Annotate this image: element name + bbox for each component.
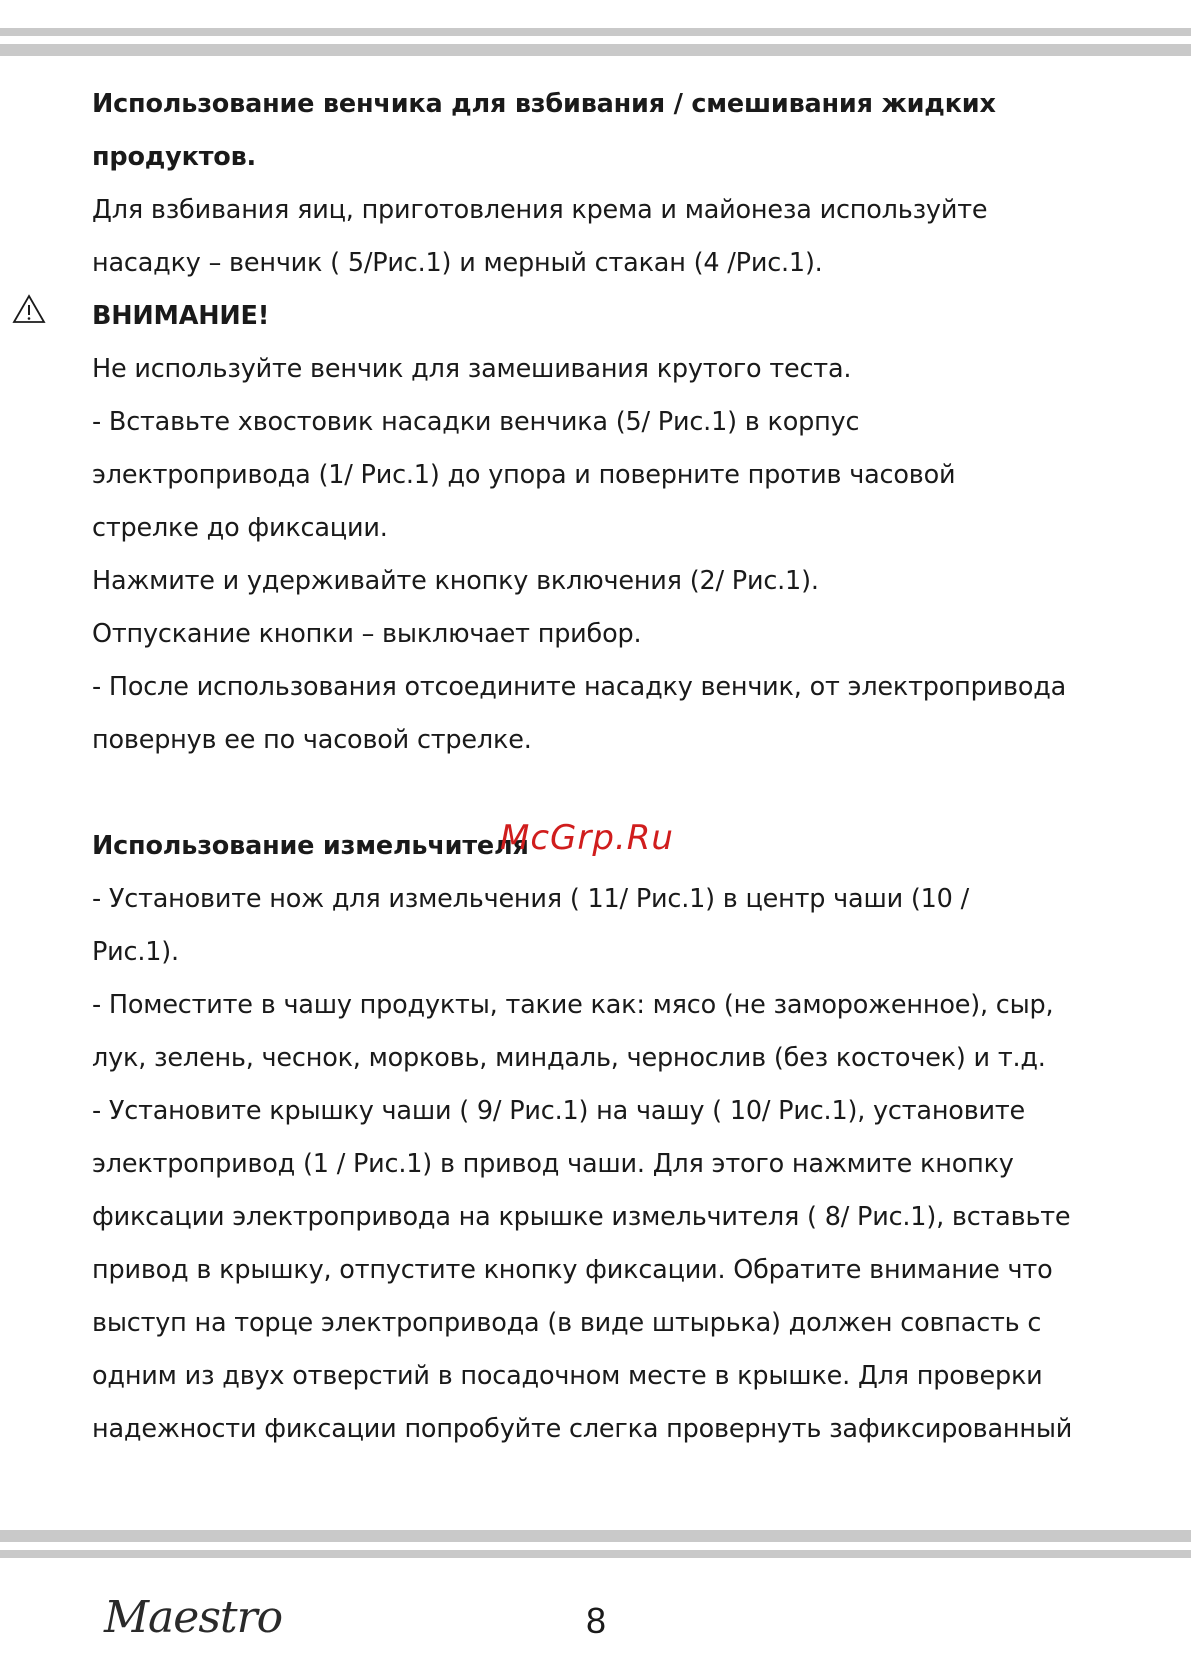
section2-line: лук, зелень, чеснок, морковь, миндаль, чернослив (без косточек) и т.д. (92, 1043, 1046, 1073)
section1-line: Отпускание кнопки – выключает прибор. (92, 619, 642, 649)
section1-intro-line1: Для взбивания яиц, приготовления крема и майонеза используйте (92, 195, 988, 225)
section1-line: повернув ее по часовой стрелке. (92, 725, 532, 755)
section2-line: одним из двух отверстий в посадочном месте в крышке. Для проверки (92, 1361, 1043, 1391)
section2-line: надежности фиксации попробуйте слегка провернуть зафиксированный (92, 1414, 1073, 1444)
page-number: 8 (586, 1600, 607, 1641)
section2-line: - Установите нож для измельчения ( 11/ Рис.1) в центр чаши (10 / (92, 884, 969, 914)
top-rule-2 (0, 44, 1191, 56)
section2-line: - Установите крышку чаши ( 9/ Рис.1) на чашу ( 10/ Рис.1), установите (92, 1096, 1026, 1126)
section2-line: - Поместите в чашу продукты, такие как: мясо (не замороженное), сыр, (92, 990, 1054, 1020)
watermark-text: McGrp.Ru (500, 818, 674, 858)
section1-title-line1: Использование венчика для взбивания / смешивания жидких (92, 89, 996, 119)
section1-line: - Вставьте хвостовик насадки венчика (5/ Рис.1) в корпус (92, 407, 860, 437)
section2-line: выступ на торце электропривода (в виде штырька) должен совпасть с (92, 1308, 1042, 1338)
section1-line: Нажмите и удерживайте кнопку включения (2/ Рис.1). (92, 566, 819, 596)
section2-line: фиксации электропривода на крышке измельчителя ( 8/ Рис.1), вставьте (92, 1202, 1071, 1232)
section2-line: привод в крышку, отпустите кнопку фиксации. Обратите внимание что (92, 1255, 1053, 1285)
section-spacer (92, 767, 1122, 820)
warning-triangle-icon (12, 294, 46, 324)
section1-line: - После использования отсоедините насадку венчик, от электропривода (92, 672, 1067, 702)
brand-logo: Maestro (104, 1592, 283, 1643)
section1-intro-line2: насадку – венчик ( 5/Рис.1) и мерный стакан (4 /Рис.1). (92, 248, 823, 278)
section1-line: электропривода (1/ Рис.1) до упора и поверните против часовой (92, 460, 956, 490)
section1-line: Не используйте венчик для замешивания крутого теста. (92, 354, 852, 384)
section2-line: электропривод (1 / Рис.1) в привод чаши. Для этого нажмите кнопку (92, 1149, 1014, 1179)
section1-title-line2: продуктов. (92, 142, 257, 172)
bottom-rule-1 (0, 1530, 1191, 1542)
bottom-rule-2 (0, 1550, 1191, 1558)
section2-title: Использование измельчителя (92, 831, 529, 861)
top-rule-1 (0, 28, 1191, 36)
warning-heading: ВНИМАНИЕ! (92, 301, 270, 331)
section1-line: стрелке до фиксации. (92, 513, 388, 543)
page-content (92, 78, 1122, 1456)
section2-line: Рис.1). (92, 937, 179, 967)
